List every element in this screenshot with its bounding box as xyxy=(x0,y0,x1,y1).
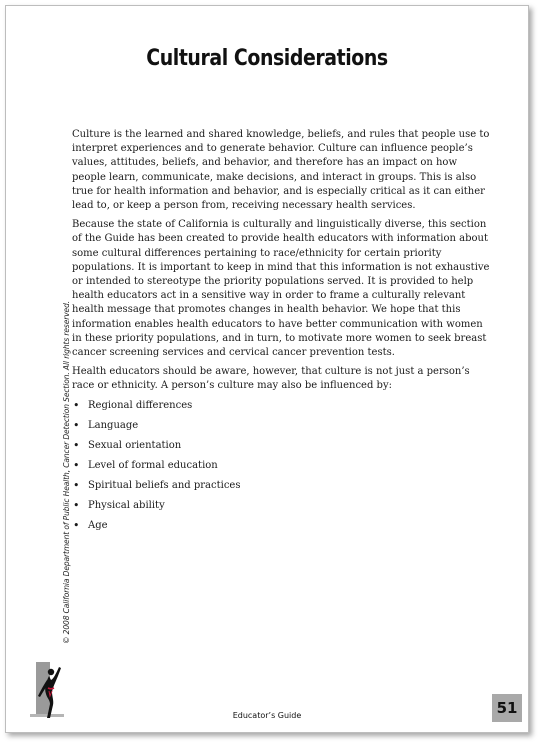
list-item-label: Spiritual beliefs and practices xyxy=(88,479,241,491)
list-item-label: Physical ability xyxy=(88,499,165,511)
list-item-label: Age xyxy=(88,519,108,531)
list-item xyxy=(72,459,492,479)
context-paragraph: Because the state of California is culturally and linguistically diverse, this section of the Guide has been created to provide health educators with information about some cultural differences pertaining to race/ethnicity for certain priority populations. It is important to keep in mind that this information is not exhaustive or intended to stereotype the priority populations served. It is provided to help health educators act in a sensitive way in order to frame a culturally relevant health message that promotes changes in health behavior. We hope that this information enables health educators to have better communication with women in these priority populations, and in turn, to motivate more women to seek breast cancer screening services and cervical cancer prevention tests. xyxy=(72,219,490,359)
list-item-label: Level of formal education xyxy=(88,459,218,471)
bullet-icon: • xyxy=(73,458,80,472)
influences-paragraph: Health educators should be aware, however, that culture is not just a person’s race or ethnicity. A person’s culture may also be influenced by: xyxy=(72,366,470,392)
bullet-icon: • xyxy=(73,518,80,532)
intro-paragraph: Culture is the learned and shared knowledge, beliefs, and rules that people use to interpret experiences and to generate behavior. Culture can influence people’s values, attitudes, beliefs, and behavior, and therefore has an impact on how people learn, communicate, make decisions, and interact in groups. This is also true for health information and behavior, and is especially critical as it can either lead to, or keep a person from, receiving necessary health services. xyxy=(72,129,490,212)
list-item xyxy=(72,439,492,459)
list-item xyxy=(72,499,492,519)
list-item xyxy=(72,519,492,539)
list-item-label: Regional differences xyxy=(88,399,193,411)
list-item xyxy=(72,419,492,439)
list-item xyxy=(72,399,492,419)
bullet-icon: • xyxy=(73,418,80,432)
body-content xyxy=(72,128,492,539)
list-item xyxy=(72,479,492,499)
copyright-notice: © 2008 California Department of Public Health, Cancer Detection Section. All rights reserved. xyxy=(62,300,71,644)
list-item-label: Language xyxy=(88,419,139,431)
list-item-label: Sexual orientation xyxy=(88,439,182,451)
footer-guide-label: Educator’s Guide xyxy=(232,711,302,720)
bullet-icon: • xyxy=(73,478,80,492)
page-number: 51 xyxy=(492,694,522,722)
document-page xyxy=(5,5,529,733)
page-title: Cultural Considerations xyxy=(146,46,388,71)
influence-list xyxy=(72,399,492,539)
bullet-icon: • xyxy=(73,398,80,412)
bullet-icon: • xyxy=(73,498,80,512)
bullet-icon: • xyxy=(73,438,80,452)
